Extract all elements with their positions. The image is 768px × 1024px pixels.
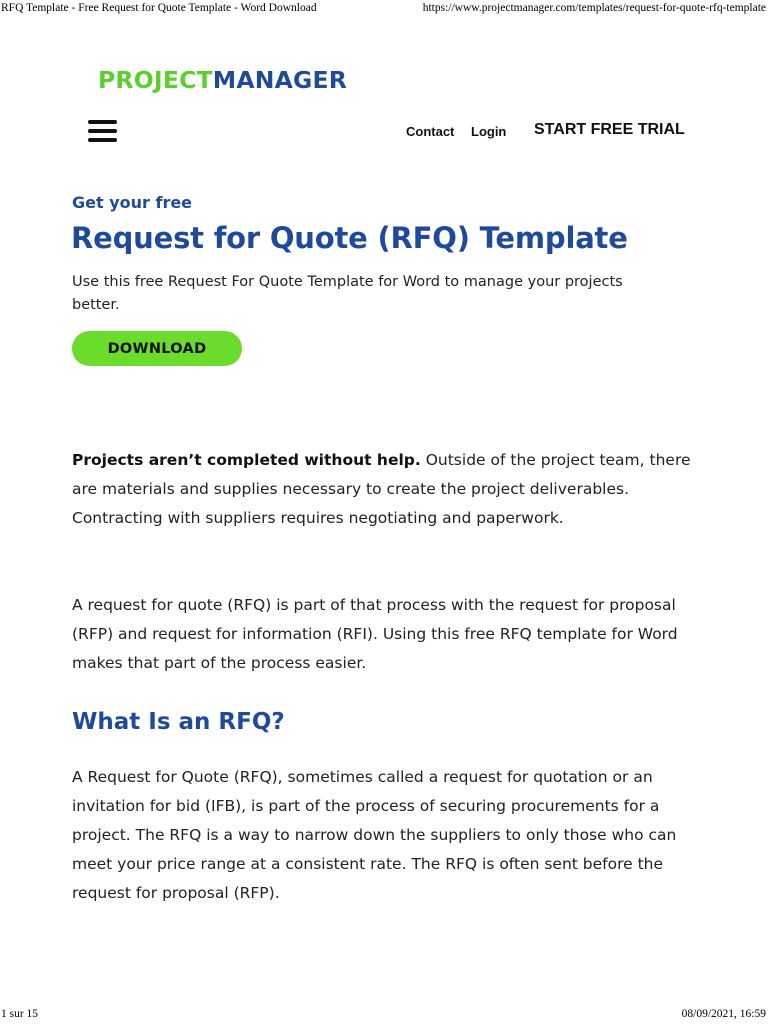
print-footer [0, 1008, 768, 1022]
download-button[interactable]: DOWNLOAD [72, 331, 242, 366]
logo-part-project: PROJECT [98, 66, 213, 94]
projectmanager-logo[interactable] [98, 66, 347, 96]
rfq-definition-paragraph: A Request for Quote (RFQ), sometimes called a request for quotation or an invitation for bid (IFB), is part of the process of securing procurements for a project. The RFQ is a way to narrow down the suppliers to only those who can meet your price range at a consistent rate. The RFQ is often sent before the request for proposal (RFP). [72, 768, 677, 902]
nav-contact-link[interactable]: Contact [406, 124, 455, 139]
hero-subtitle: Use this free Request For Quote Template for Word to manage your projects better. [72, 274, 623, 313]
start-free-trial-link[interactable]: START FREE TRIAL [534, 121, 685, 138]
rfq-process-paragraph: A request for quote (RFQ) is part of that process with the request for proposal (RFP) and request for information (RFI). Using this free RFQ template for Word makes that part of the process easier. [72, 596, 678, 672]
nav-login-link[interactable]: Login [471, 124, 507, 139]
print-page-number: 1 sur 15 [1, 1008, 39, 1020]
print-datetime: 08/09/2021, 16:59 [681, 1008, 766, 1020]
page-title: Request for Quote (RFQ) Template [71, 221, 628, 255]
print-page-title: RFQ Template - Free Request for Quote Template - Word Download [1, 2, 317, 14]
intro-text: Outside of the project team, there are materials and supplies necessary to create the project deliverables. Contracting with suppliers requires negotiating and paperwork. [72, 451, 691, 527]
hamburger-menu-icon[interactable] [88, 118, 117, 145]
logo-part-manager: MANAGER [212, 66, 348, 94]
print-header [0, 2, 768, 16]
section-title-what-is-rfq: What Is an RFQ? [72, 709, 285, 735]
hero-eyebrow: Get your free [72, 193, 193, 212]
intro-bold-lead: Projects aren’t completed without help. [72, 451, 421, 469]
intro-paragraph [72, 446, 712, 533]
print-page-url: https://www.projectmanager.com/templates/request-for-quote-rfq-template [422, 2, 766, 14]
